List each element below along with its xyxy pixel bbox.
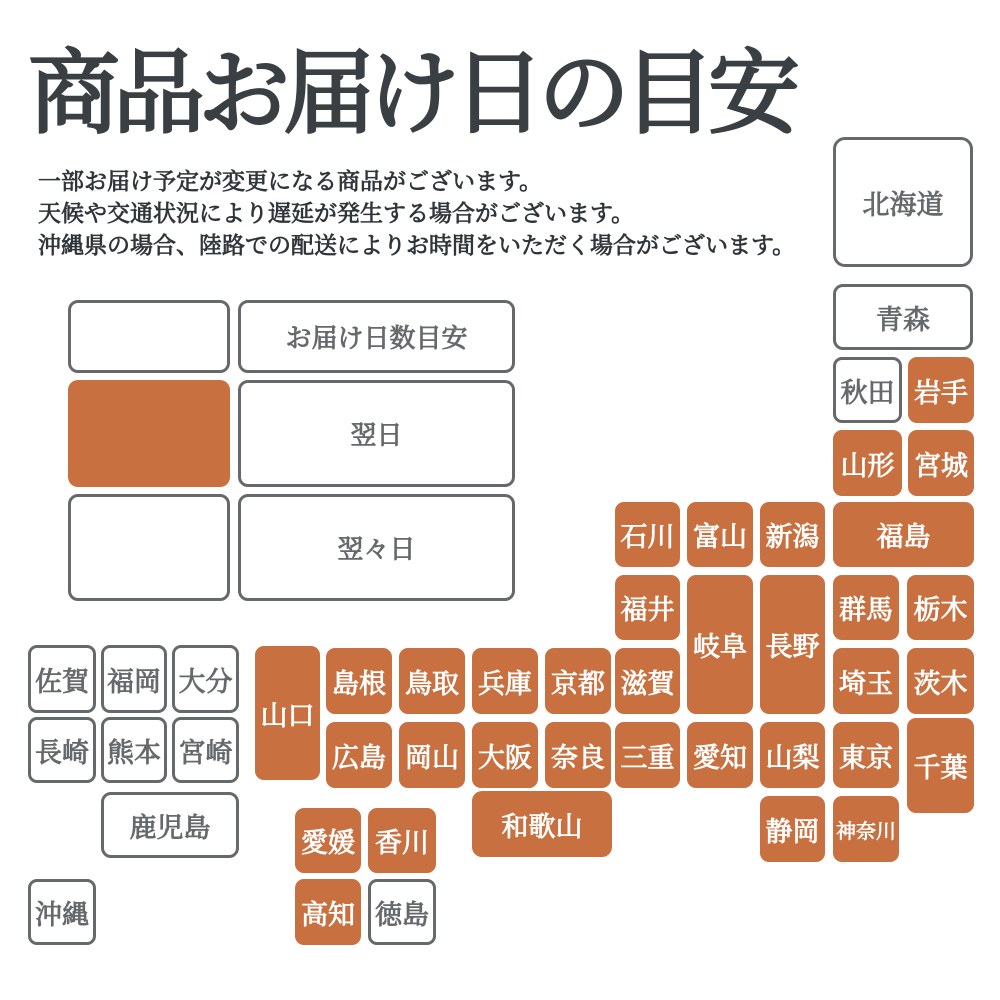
- note-line-3: 沖縄県の場合、陸路での配送によりお時間をいただく場合がございます。: [38, 232, 796, 258]
- pref-kagoshima: 鹿児島: [101, 792, 239, 858]
- pref-hokkaido: 北海道: [833, 137, 973, 267]
- pref-kumamoto: 熊本: [101, 717, 167, 783]
- pref-fukui: 福井: [615, 575, 680, 640]
- pref-saga: 佐賀: [28, 645, 96, 713]
- legend-swatch-day-after: [68, 494, 230, 601]
- pref-nara: 奈良: [545, 722, 611, 788]
- pref-nagasaki: 長崎: [28, 717, 96, 783]
- pref-toyama: 富山: [687, 502, 753, 567]
- pref-akita: 秋田: [833, 357, 902, 423]
- pref-fukuoka: 福岡: [101, 645, 167, 713]
- pref-ibaraki: 茨木: [907, 648, 974, 714]
- pref-shizuoka: 静岡: [760, 796, 825, 862]
- legend-swatch-header: [68, 300, 230, 373]
- pref-okayama: 岡山: [399, 722, 465, 788]
- pref-shimane: 島根: [326, 648, 392, 714]
- delivery-notes: [38, 165, 795, 261]
- pref-kanagawa: 神奈川: [833, 796, 899, 862]
- legend-next-day-label: 翌日: [238, 380, 515, 487]
- pref-aomori: 青森: [833, 284, 973, 350]
- pref-iwate: 岩手: [908, 357, 974, 423]
- pref-miyazaki: 宮崎: [172, 717, 239, 783]
- pref-saitama: 埼玉: [833, 648, 899, 714]
- page-title: 商品お届け日の目安: [28, 43, 794, 145]
- pref-oita: 大分: [172, 645, 239, 713]
- pref-fukushima: 福島: [833, 502, 974, 567]
- pref-tokushima: 徳島: [368, 879, 436, 945]
- pref-kagawa: 香川: [368, 808, 436, 873]
- note-line-2: 天候や交通状況により遅延が発生する場合がございます。: [38, 200, 635, 226]
- pref-chiba: 千葉: [907, 718, 974, 813]
- pref-wakayama: 和歌山: [472, 791, 612, 857]
- pref-niigata: 新潟: [760, 502, 825, 567]
- pref-shiga: 滋賀: [615, 648, 680, 714]
- pref-tokyo: 東京: [833, 722, 899, 788]
- legend-swatch-next-day: [68, 380, 230, 487]
- pref-tochigi: 栃木: [907, 575, 974, 640]
- pref-ishikawa: 石川: [615, 502, 680, 567]
- legend-day-after-label: 翌々日: [238, 494, 515, 601]
- pref-yamagata: 山形: [833, 430, 902, 496]
- pref-okinawa: 沖縄: [28, 879, 96, 945]
- pref-gunma: 群馬: [833, 575, 899, 640]
- pref-kochi: 高知: [295, 879, 361, 945]
- pref-mie: 三重: [615, 722, 680, 788]
- note-line-1: 一部お届け予定が変更になる商品がございます。: [38, 168, 543, 194]
- pref-nagano: 長野: [760, 575, 825, 714]
- pref-tottori: 鳥取: [399, 648, 465, 714]
- pref-hiroshima: 広島: [326, 722, 392, 788]
- pref-yamanashi: 山梨: [760, 722, 825, 788]
- pref-osaka: 大阪: [472, 722, 538, 788]
- pref-miyagi: 宮城: [908, 430, 974, 496]
- pref-aichi: 愛知: [687, 722, 753, 788]
- pref-ehime: 愛媛: [295, 808, 361, 873]
- pref-kyoto: 京都: [545, 648, 611, 714]
- pref-yamaguchi: 山口: [255, 646, 320, 780]
- pref-gifu: 岐阜: [687, 575, 753, 714]
- legend-header: お届け日数目安: [238, 300, 515, 373]
- pref-hyogo: 兵庫: [472, 648, 538, 714]
